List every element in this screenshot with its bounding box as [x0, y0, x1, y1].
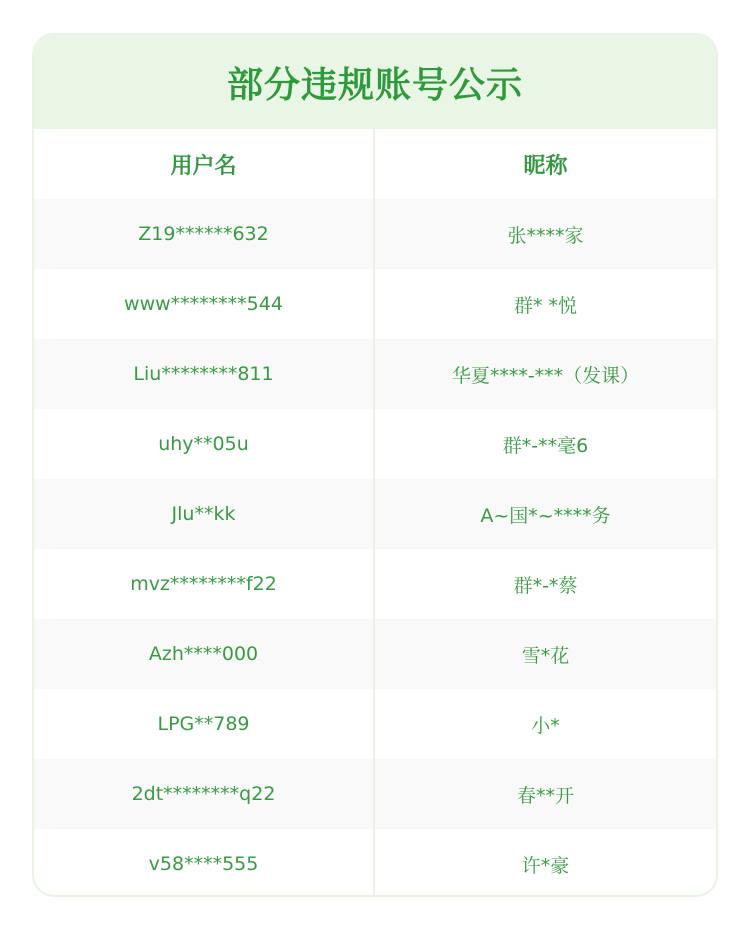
- nickname-cell: 群* *悦: [513, 294, 578, 317]
- table-row: [34, 479, 716, 549]
- table-row: [34, 339, 716, 409]
- table-row: [34, 549, 716, 619]
- nickname-cell: 雪*花: [521, 644, 570, 667]
- username-cell: Azh****000: [34, 619, 375, 689]
- username-cell: uhy**05u: [34, 409, 375, 479]
- page-title: 部分违规账号公示: [226, 64, 523, 106]
- username-cell: 2dt********q22: [34, 759, 375, 829]
- table-row: [34, 829, 716, 897]
- nickname-cell: 群*-**毫6: [502, 434, 589, 457]
- nickname-cell: 张****家: [507, 224, 584, 247]
- table-row: [34, 199, 716, 269]
- table-row: [34, 409, 716, 479]
- username-cell: LPG**789: [34, 689, 375, 759]
- card-header: [34, 35, 716, 129]
- table-row: [34, 759, 716, 829]
- username-cell: Liu********811: [34, 339, 375, 409]
- table-header-row: [34, 129, 716, 199]
- username-cell: www********544: [34, 269, 375, 339]
- nickname-cell: 春**开: [516, 784, 574, 807]
- table-row: [34, 689, 716, 759]
- nickname-cell: 群*-*蔡: [513, 574, 578, 597]
- table-row: [34, 269, 716, 339]
- nickname-cell: 华夏****-***（发课）: [451, 364, 640, 387]
- table-row: [34, 619, 716, 689]
- violation-accounts-card: [32, 33, 718, 897]
- column-header-username: 用户名: [34, 129, 375, 199]
- username-cell: mvz********f22: [34, 549, 375, 619]
- nickname-cell: A~国*~****务: [480, 504, 611, 527]
- username-cell: v58****555: [34, 829, 375, 897]
- username-cell: Z19******632: [34, 199, 375, 269]
- accounts-table: [34, 129, 716, 897]
- column-header-nickname: 昵称: [523, 153, 568, 179]
- nickname-cell: 许*豪: [521, 854, 570, 877]
- nickname-cell: 小*: [531, 714, 560, 737]
- username-cell: Jlu**kk: [34, 479, 375, 549]
